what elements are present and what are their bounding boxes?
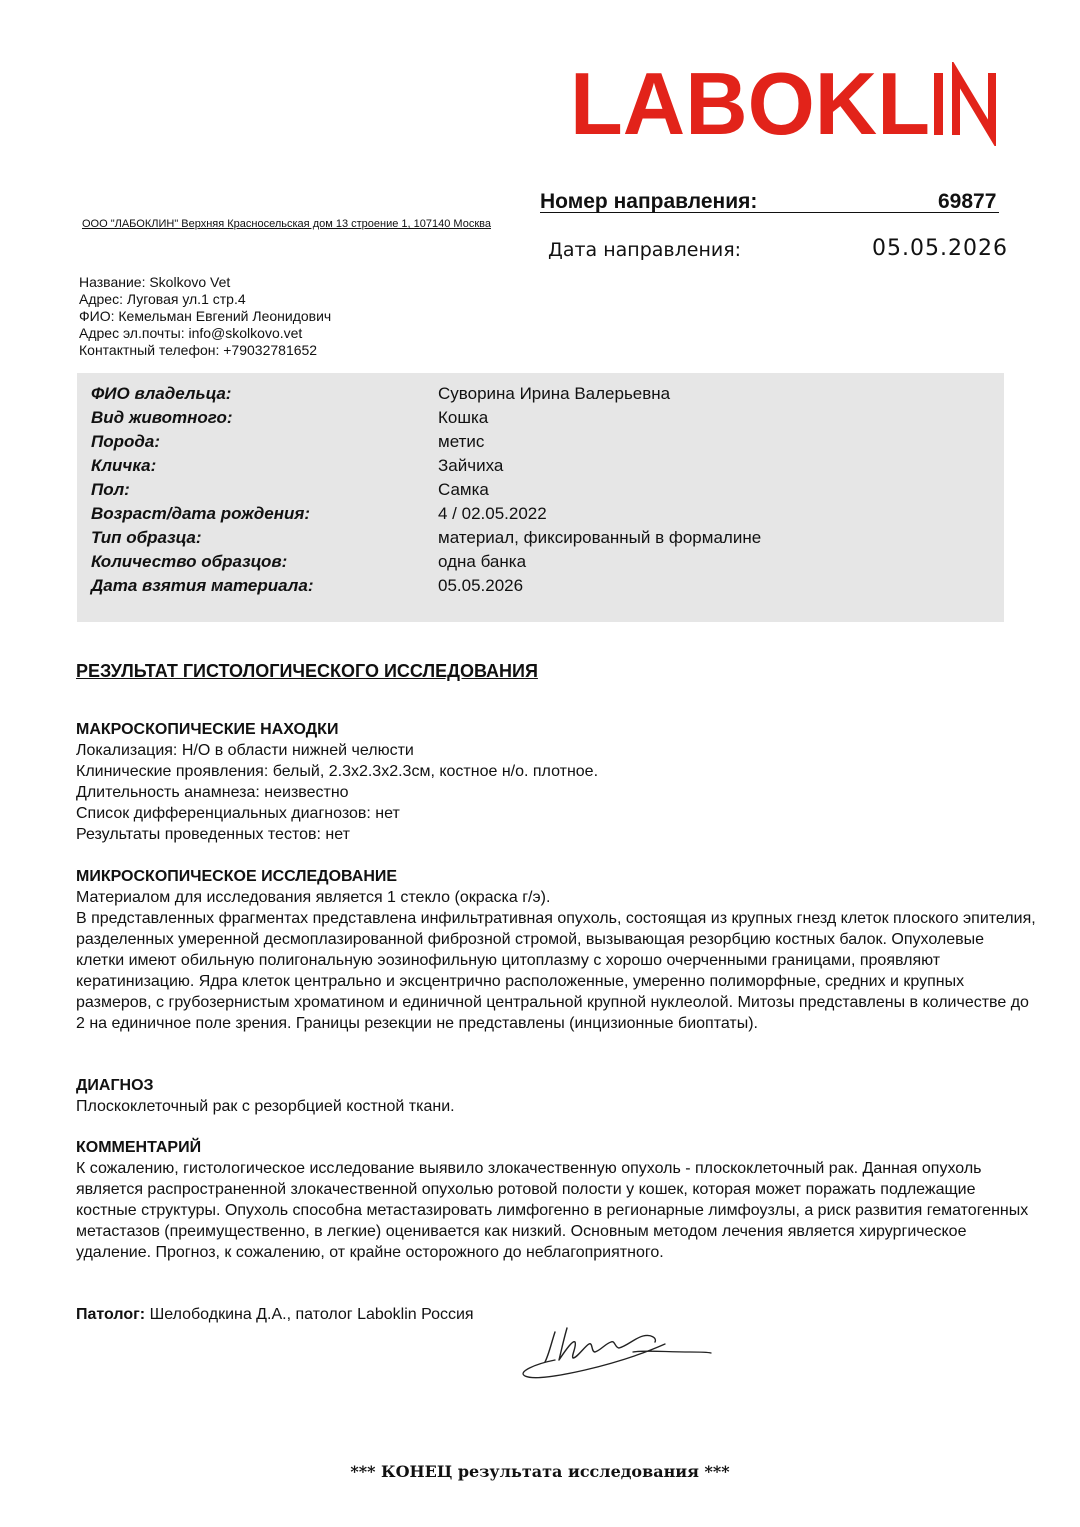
patient-label: Дата взятия материала: [91,576,314,595]
patient-label: Пол: [91,480,130,499]
patient-row [77,528,1004,552]
laboklin-logo [570,62,1010,146]
patient-label: Вид животного: [91,408,233,427]
referral-number: 69877 [938,190,997,213]
patient-value: одна банка [438,552,527,571]
comment-heading: КОММЕНТАРИЙ [76,1139,202,1156]
patient-row [77,408,1004,432]
patient-row [77,504,1004,528]
patient-value: Суворина Ирина Валерьевна [438,384,671,403]
patient-row [77,480,1004,504]
macro-line: Клинические проявления: белый, 2.3х2.3х2.3см, костное н/о. плотное. [76,763,599,780]
logo-text-bold: LABOKL [570,62,930,146]
micro-heading: МИКРОСКОПИЧЕСКОЕ ИССЛЕДОВАНИЕ [76,868,398,885]
macro-line: Список дифференциальных диагнозов: нет [76,805,400,822]
macro-section [76,719,1036,845]
logo-letter-i [934,73,943,135]
patient-label: ФИО владельца: [91,384,232,403]
macro-line: Локализация: Н/О в области нижней челюсти [76,742,414,759]
clinic-person: ФИО: Кемельман Евгений Леонидович [79,308,332,324]
signature-graphic [515,1318,720,1386]
patient-label: Кличка: [91,456,157,475]
patient-value: Самка [438,480,489,499]
patient-value: Зайчиха [438,456,504,475]
patient-value: Кошка [438,408,489,427]
referral-date: 05.05.2026 [872,236,1008,261]
patient-row [77,456,1004,480]
patient-value: 4 / 02.05.2022 [438,504,547,523]
patient-label: Порода: [91,432,161,451]
comment-text: К сожалению, гистологическое исследование выявило злокачественную опухоль - плоскоклеточный рак. Данная опухоль является распространенной злокачественной опухолью ротовой полости у кошек, которая может поражать подлежащие костные структуры. Опухоль способна метастазировать лимфогенно в регионарные лимфоузлы, а риск развития гематогенных метастазов (преимущественно, в легкие) оценивается как низкий. Основным методом лечения является хирургическое удаление. Прогноз, к сожалению, от крайне осторожного до неблагоприятного. [76,1160,1029,1261]
referral-number-label: Номер направления: [540,190,758,213]
patient-row [77,576,1004,600]
patient-label: Возраст/дата рождения: [91,504,311,523]
patient-value: 05.05.2026 [438,576,524,595]
patient-value: метис [438,432,485,451]
patient-row [77,432,1004,456]
clinic-address: Адрес: Луговая ул.1 стр.4 [79,291,246,307]
patient-label: Тип образца: [91,528,202,547]
patient-value: материал, фиксированный в формалине [438,528,762,547]
patient-info-panel [77,373,1004,622]
logo-graphic [570,62,1010,146]
diagnosis-section [76,1075,1036,1117]
micro-line: Материалом для исследования является 1 стекло (окраска г/э). [76,889,551,906]
logo-letter-n [956,73,992,135]
pathologist-name: Шелободкина Д.А., патолог Laboklin Россия [145,1306,474,1323]
clinic-info [79,274,331,359]
diagnosis-heading: ДИАГНОЗ [76,1077,154,1094]
macro-heading: МАКРОСКОПИЧЕСКИЕ НАХОДКИ [76,721,339,738]
macro-line: Длительность анамнеза: неизвестно [76,784,349,801]
patient-row [77,384,1004,408]
patient-label: Количество образцов: [91,552,288,571]
referral-date-label: Дата направления: [548,239,742,261]
micro-section [76,866,1036,1034]
report-title: РЕЗУЛЬТАТ ГИСТОЛОГИЧЕСКОГО ИССЛЕДОВАНИЯ [76,661,538,681]
diagnosis-text: Плоскоклеточный рак с резорбцией костной ткани. [76,1098,455,1115]
patient-row [77,552,1004,576]
comment-section [76,1137,1036,1263]
macro-line: Результаты проведенных тестов: нет [76,826,350,843]
sender-address: ООО "ЛАБОКЛИН" Верхняя Красносельская дом 13 строение 1, 107140 Москва [82,218,491,230]
micro-line: В представленных фрагментах представлена инфильтративная опухоль, состоящая из крупных гнезд клеток плоского эпителия, разделенных умеренной десмоплазированной фиброзной стромой, вызывающая резорбцию костных балок. Опухолевые клетки имеют обильную полигональную эозинофильную цитоплазму с хорошо очерченными границами, проявляют кератинизацию. Ядра клеток центрально и эксцентрично расположенные, умеренно полиморфные, средних и крупных размеров, с грубозернистым хроматином и единичной центральной крупной нуклеолой. Митозы представлены в количестве до 2 на единичное поле зрения. Границы резекции не представлены (инцизионные биоптаты). [76,910,1036,1032]
pathologist-line [76,1306,474,1324]
clinic-name: Название: Skolkovo Vet [79,274,231,290]
clinic-phone: Контактный телефон: +79032781652 [79,342,318,358]
pathologist-label: Патолог: [76,1306,146,1323]
referral-underline [540,212,999,213]
clinic-email: Адрес эл.почты: info@skolkovo.vet [79,325,303,341]
end-of-report-note: *** КОНЕЦ результата исследования *** [350,1462,730,1481]
signature [515,1318,720,1386]
